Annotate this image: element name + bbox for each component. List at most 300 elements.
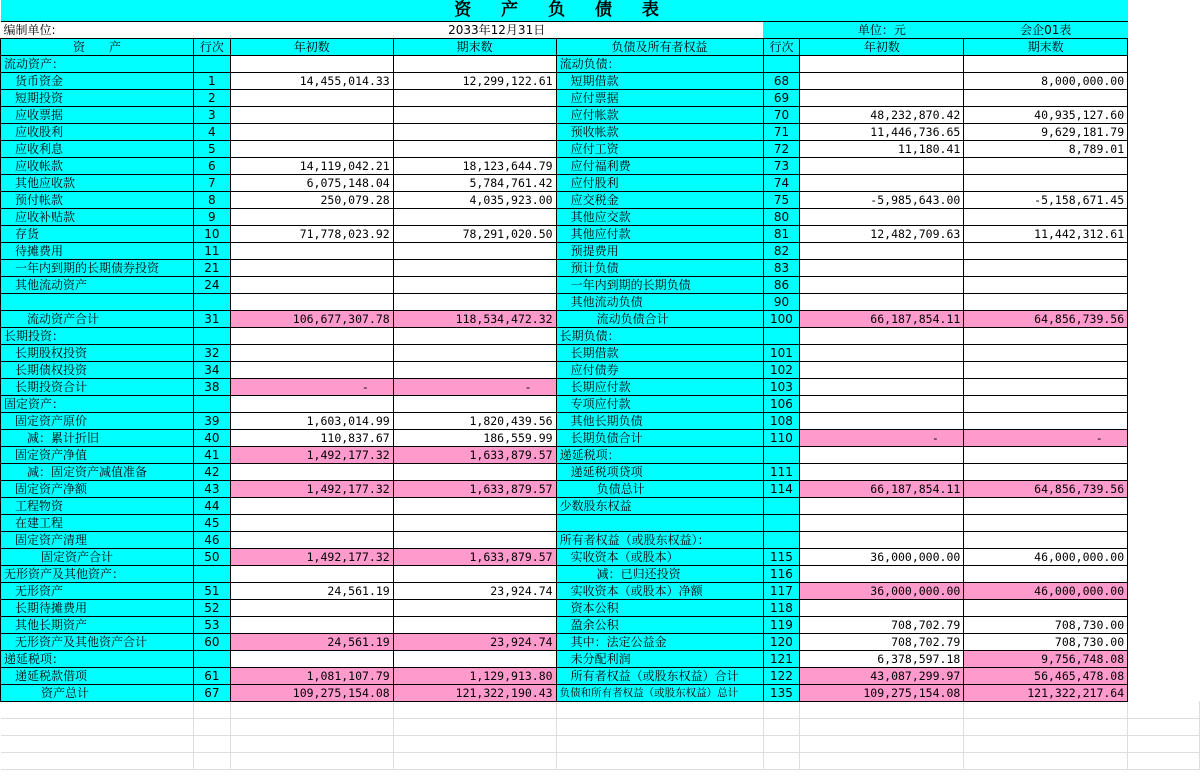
empty-cell[interactable] bbox=[1128, 157, 1200, 174]
empty-cell[interactable] bbox=[1128, 123, 1200, 140]
liability-row-no-cell[interactable]: 82 bbox=[763, 242, 800, 259]
liability-row-no-cell[interactable]: 86 bbox=[763, 276, 800, 293]
liability-name-cell[interactable]: 未分配利润 bbox=[556, 650, 763, 667]
asset-end-cell[interactable] bbox=[393, 344, 556, 361]
asset-end-cell[interactable] bbox=[393, 395, 556, 412]
asset-name-cell[interactable]: 应收股利 bbox=[1, 123, 194, 140]
asset-end-cell[interactable]: 186,559.99 bbox=[393, 429, 556, 446]
asset-name-cell[interactable]: 应收票据 bbox=[1, 106, 194, 123]
liability-name-cell[interactable]: 实收资本（或股本）净额 bbox=[556, 582, 763, 599]
liability-row-no-cell[interactable]: 90 bbox=[763, 293, 800, 310]
money-unit[interactable]: 单位：元 bbox=[800, 21, 964, 38]
liability-begin-cell[interactable] bbox=[800, 446, 964, 463]
liability-end-cell[interactable]: - bbox=[964, 429, 1128, 446]
asset-end-cell[interactable] bbox=[393, 106, 556, 123]
asset-begin-cell[interactable] bbox=[230, 565, 393, 582]
liability-begin-cell[interactable] bbox=[800, 378, 964, 395]
empty-cell[interactable] bbox=[1128, 378, 1200, 395]
asset-name-cell[interactable]: 递延税项： bbox=[1, 650, 194, 667]
asset-row-no-cell[interactable]: 44 bbox=[193, 497, 230, 514]
report-date[interactable]: 2033年12月31日 bbox=[230, 21, 763, 38]
liability-name-cell[interactable]: 负债和所有者权益（或股东权益）总计 bbox=[556, 684, 763, 701]
liability-begin-cell[interactable]: 6,378,597.18 bbox=[800, 650, 964, 667]
liability-row-no-cell[interactable]: 70 bbox=[763, 106, 800, 123]
asset-name-cell[interactable]: 递延税款借项 bbox=[1, 667, 194, 684]
liability-begin-cell[interactable] bbox=[800, 361, 964, 378]
asset-end-cell[interactable]: 18,123,644.79 bbox=[393, 157, 556, 174]
empty-cell[interactable] bbox=[800, 752, 964, 769]
asset-end-cell[interactable]: 5,784,761.42 bbox=[393, 174, 556, 191]
liability-begin-cell[interactable] bbox=[800, 174, 964, 191]
asset-row-no-cell[interactable]: 46 bbox=[193, 531, 230, 548]
asset-name-cell[interactable]: 其他流动资产 bbox=[1, 276, 194, 293]
empty-cell[interactable] bbox=[1128, 293, 1200, 310]
column-header-row_no[interactable]: 行次 bbox=[193, 38, 230, 55]
asset-end-cell[interactable] bbox=[393, 123, 556, 140]
empty-cell[interactable] bbox=[393, 718, 556, 735]
asset-end-cell[interactable]: 12,299,122.61 bbox=[393, 72, 556, 89]
liability-begin-cell[interactable] bbox=[800, 344, 964, 361]
liability-begin-cell[interactable] bbox=[800, 531, 964, 548]
liability-begin-cell[interactable] bbox=[800, 327, 964, 344]
liability-row-no-cell[interactable]: 81 bbox=[763, 225, 800, 242]
asset-row-no-cell[interactable]: 34 bbox=[193, 361, 230, 378]
column-header-row_no2[interactable]: 行次 bbox=[763, 38, 800, 55]
liability-end-cell[interactable]: 46,000,000.00 bbox=[964, 582, 1128, 599]
empty-cell[interactable] bbox=[1128, 259, 1200, 276]
empty-cell[interactable] bbox=[1128, 38, 1200, 55]
asset-end-cell[interactable] bbox=[393, 599, 556, 616]
liability-row-no-cell[interactable]: 102 bbox=[763, 361, 800, 378]
liability-row-no-cell[interactable]: 120 bbox=[763, 633, 800, 650]
liability-end-cell[interactable] bbox=[964, 259, 1128, 276]
empty-cell[interactable] bbox=[556, 735, 763, 752]
liability-begin-cell[interactable]: 36,000,000.00 bbox=[800, 582, 964, 599]
asset-row-no-cell[interactable]: 60 bbox=[193, 633, 230, 650]
org-label[interactable]: 编制单位: bbox=[1, 21, 194, 38]
asset-begin-cell[interactable]: 14,119,042.21 bbox=[230, 157, 393, 174]
asset-row-no-cell[interactable]: 53 bbox=[193, 616, 230, 633]
asset-begin-cell[interactable]: 106,677,307.78 bbox=[230, 310, 393, 327]
liability-begin-cell[interactable] bbox=[800, 242, 964, 259]
asset-end-cell[interactable] bbox=[393, 242, 556, 259]
empty-cell[interactable] bbox=[1128, 344, 1200, 361]
asset-row-no-cell[interactable]: 6 bbox=[193, 157, 230, 174]
liability-end-cell[interactable] bbox=[964, 208, 1128, 225]
liability-begin-cell[interactable] bbox=[800, 72, 964, 89]
liability-row-no-cell[interactable]: 80 bbox=[763, 208, 800, 225]
column-header-asset[interactable]: 资 产 bbox=[1, 38, 194, 55]
liability-row-no-cell[interactable]: 121 bbox=[763, 650, 800, 667]
empty-cell[interactable] bbox=[964, 752, 1128, 769]
liability-row-no-cell[interactable]: 119 bbox=[763, 616, 800, 633]
asset-begin-cell[interactable] bbox=[230, 531, 393, 548]
liability-end-cell[interactable] bbox=[964, 463, 1128, 480]
empty-cell[interactable] bbox=[1128, 395, 1200, 412]
asset-begin-cell[interactable] bbox=[230, 293, 393, 310]
asset-row-no-cell[interactable] bbox=[193, 293, 230, 310]
liability-begin-cell[interactable]: 48,232,870.42 bbox=[800, 106, 964, 123]
asset-end-cell[interactable]: 118,534,472.32 bbox=[393, 310, 556, 327]
empty-cell[interactable] bbox=[1128, 565, 1200, 582]
empty-cell[interactable] bbox=[800, 735, 964, 752]
asset-begin-cell[interactable] bbox=[230, 599, 393, 616]
column-header-liab[interactable]: 负债及所有者权益 bbox=[556, 38, 763, 55]
empty-cell[interactable] bbox=[1128, 514, 1200, 531]
empty-cell[interactable] bbox=[230, 701, 393, 718]
liability-end-cell[interactable] bbox=[964, 327, 1128, 344]
asset-name-cell[interactable] bbox=[1, 293, 194, 310]
empty-cell[interactable] bbox=[1128, 718, 1200, 735]
asset-end-cell[interactable]: 1,633,879.57 bbox=[393, 548, 556, 565]
liability-begin-cell[interactable]: 11,446,736.65 bbox=[800, 123, 964, 140]
asset-end-cell[interactable] bbox=[393, 361, 556, 378]
liability-row-no-cell[interactable]: 73 bbox=[763, 157, 800, 174]
empty-cell[interactable] bbox=[964, 735, 1128, 752]
asset-end-cell[interactable] bbox=[393, 327, 556, 344]
asset-name-cell[interactable]: 固定资产净额 bbox=[1, 480, 194, 497]
liability-name-cell[interactable]: 应付帐款 bbox=[556, 106, 763, 123]
asset-end-cell[interactable] bbox=[393, 616, 556, 633]
empty-cell[interactable] bbox=[1128, 0, 1200, 21]
empty-cell[interactable] bbox=[1128, 701, 1200, 718]
liability-end-cell[interactable]: 708,730.00 bbox=[964, 633, 1128, 650]
asset-name-cell[interactable]: 一年内到期的长期债券投资 bbox=[1, 259, 194, 276]
asset-end-cell[interactable]: 1,820,439.56 bbox=[393, 412, 556, 429]
liability-end-cell[interactable] bbox=[964, 157, 1128, 174]
liability-end-cell[interactable] bbox=[964, 293, 1128, 310]
liability-name-cell[interactable]: 预计负债 bbox=[556, 259, 763, 276]
liability-end-cell[interactable] bbox=[964, 395, 1128, 412]
asset-begin-cell[interactable] bbox=[230, 140, 393, 157]
asset-name-cell[interactable]: 存货 bbox=[1, 225, 194, 242]
liability-begin-cell[interactable] bbox=[800, 599, 964, 616]
liability-row-no-cell[interactable]: 74 bbox=[763, 174, 800, 191]
asset-row-no-cell[interactable]: 67 bbox=[193, 684, 230, 701]
liability-row-no-cell[interactable] bbox=[763, 446, 800, 463]
asset-name-cell[interactable]: 减：累计折旧 bbox=[1, 429, 194, 446]
liability-name-cell[interactable]: 专项应付款 bbox=[556, 395, 763, 412]
asset-row-no-cell[interactable] bbox=[193, 650, 230, 667]
empty-cell[interactable] bbox=[1, 701, 194, 718]
liability-row-no-cell[interactable]: 103 bbox=[763, 378, 800, 395]
liability-begin-cell[interactable] bbox=[800, 514, 964, 531]
empty-cell[interactable] bbox=[193, 752, 230, 769]
liability-name-cell[interactable]: 其他应交款 bbox=[556, 208, 763, 225]
asset-begin-cell[interactable]: 250,079.28 bbox=[230, 191, 393, 208]
liability-name-cell[interactable] bbox=[556, 514, 763, 531]
liability-begin-cell[interactable] bbox=[800, 157, 964, 174]
asset-begin-cell[interactable] bbox=[230, 344, 393, 361]
liability-end-cell[interactable]: 11,442,312.61 bbox=[964, 225, 1128, 242]
empty-cell[interactable] bbox=[393, 752, 556, 769]
liability-row-no-cell[interactable]: 101 bbox=[763, 344, 800, 361]
asset-name-cell[interactable]: 货币资金 bbox=[1, 72, 194, 89]
liability-row-no-cell[interactable]: 122 bbox=[763, 667, 800, 684]
liability-row-no-cell[interactable] bbox=[763, 514, 800, 531]
asset-row-no-cell[interactable]: 51 bbox=[193, 582, 230, 599]
asset-row-no-cell[interactable]: 7 bbox=[193, 174, 230, 191]
asset-end-cell[interactable]: 1,633,879.57 bbox=[393, 480, 556, 497]
asset-begin-cell[interactable] bbox=[230, 208, 393, 225]
asset-row-no-cell[interactable]: 4 bbox=[193, 123, 230, 140]
empty-cell[interactable] bbox=[230, 752, 393, 769]
empty-cell[interactable] bbox=[1128, 55, 1200, 72]
empty-cell[interactable] bbox=[800, 701, 964, 718]
liability-end-cell[interactable]: 708,730.00 bbox=[964, 616, 1128, 633]
empty-cell[interactable] bbox=[1128, 72, 1200, 89]
liability-begin-cell[interactable]: 708,702.79 bbox=[800, 616, 964, 633]
liability-end-cell[interactable]: 121,322,217.64 bbox=[964, 684, 1128, 701]
asset-name-cell[interactable]: 无形资产及其他资产合计 bbox=[1, 633, 194, 650]
liability-end-cell[interactable]: 8,789.01 bbox=[964, 140, 1128, 157]
liability-name-cell[interactable]: 应付股利 bbox=[556, 174, 763, 191]
liability-begin-cell[interactable]: 43,087,299.97 bbox=[800, 667, 964, 684]
liability-row-no-cell[interactable]: 118 bbox=[763, 599, 800, 616]
asset-row-no-cell[interactable]: 3 bbox=[193, 106, 230, 123]
asset-name-cell[interactable]: 固定资产净值 bbox=[1, 446, 194, 463]
asset-row-no-cell[interactable] bbox=[193, 55, 230, 72]
liability-begin-cell[interactable]: - bbox=[800, 429, 964, 446]
asset-begin-cell[interactable] bbox=[230, 89, 393, 106]
liability-end-cell[interactable] bbox=[964, 514, 1128, 531]
empty-cell[interactable] bbox=[763, 735, 800, 752]
asset-begin-cell[interactable]: 109,275,154.08 bbox=[230, 684, 393, 701]
asset-row-no-cell[interactable]: 2 bbox=[193, 89, 230, 106]
asset-name-cell[interactable]: 预付帐款 bbox=[1, 191, 194, 208]
liability-name-cell[interactable]: 一年内到期的长期负债 bbox=[556, 276, 763, 293]
liability-row-no-cell[interactable] bbox=[763, 55, 800, 72]
empty-cell[interactable] bbox=[1128, 89, 1200, 106]
liability-row-no-cell[interactable]: 69 bbox=[763, 89, 800, 106]
liability-name-cell[interactable]: 实收资本（或股本） bbox=[556, 548, 763, 565]
liability-begin-cell[interactable] bbox=[800, 259, 964, 276]
asset-begin-cell[interactable]: 71,778,023.92 bbox=[230, 225, 393, 242]
asset-begin-cell[interactable] bbox=[230, 123, 393, 140]
empty-cell[interactable] bbox=[763, 752, 800, 769]
empty-cell[interactable] bbox=[556, 752, 763, 769]
asset-name-cell[interactable]: 固定资产： bbox=[1, 395, 194, 412]
asset-begin-cell[interactable] bbox=[230, 327, 393, 344]
asset-begin-cell[interactable]: 1,492,177.32 bbox=[230, 446, 393, 463]
asset-row-no-cell[interactable] bbox=[193, 327, 230, 344]
empty-cell[interactable] bbox=[800, 718, 964, 735]
liability-row-no-cell[interactable]: 111 bbox=[763, 463, 800, 480]
column-header-end[interactable]: 期末数 bbox=[393, 38, 556, 55]
asset-row-no-cell[interactable]: 21 bbox=[193, 259, 230, 276]
liability-name-cell[interactable]: 其他应付款 bbox=[556, 225, 763, 242]
empty-cell[interactable] bbox=[193, 701, 230, 718]
asset-begin-cell[interactable] bbox=[230, 106, 393, 123]
liability-end-cell[interactable]: 56,465,478.08 bbox=[964, 667, 1128, 684]
liability-name-cell[interactable]: 递延税项贷项 bbox=[556, 463, 763, 480]
liability-row-no-cell[interactable]: 100 bbox=[763, 310, 800, 327]
asset-begin-cell[interactable] bbox=[230, 55, 393, 72]
liability-end-cell[interactable] bbox=[964, 378, 1128, 395]
liability-end-cell[interactable] bbox=[964, 446, 1128, 463]
asset-row-no-cell[interactable]: 10 bbox=[193, 225, 230, 242]
liability-name-cell[interactable]: 其他长期负债 bbox=[556, 412, 763, 429]
empty-cell[interactable] bbox=[1128, 191, 1200, 208]
asset-row-no-cell[interactable]: 52 bbox=[193, 599, 230, 616]
asset-name-cell[interactable]: 长期股权投资 bbox=[1, 344, 194, 361]
asset-row-no-cell[interactable] bbox=[193, 395, 230, 412]
empty-cell[interactable] bbox=[1128, 242, 1200, 259]
liability-name-cell[interactable]: 少数股东权益 bbox=[556, 497, 763, 514]
asset-row-no-cell[interactable]: 31 bbox=[193, 310, 230, 327]
asset-name-cell[interactable]: 应收利息 bbox=[1, 140, 194, 157]
empty-cell[interactable] bbox=[1128, 140, 1200, 157]
empty-cell[interactable] bbox=[1128, 667, 1200, 684]
liability-begin-cell[interactable]: 66,187,854.11 bbox=[800, 480, 964, 497]
asset-name-cell[interactable]: 长期投资： bbox=[1, 327, 194, 344]
asset-end-cell[interactable] bbox=[393, 463, 556, 480]
form-number[interactable]: 会企01表 bbox=[964, 21, 1128, 38]
asset-name-cell[interactable]: 长期债权投资 bbox=[1, 361, 194, 378]
asset-end-cell[interactable] bbox=[393, 650, 556, 667]
empty-cell[interactable] bbox=[1128, 208, 1200, 225]
column-header-begin2[interactable]: 年初数 bbox=[800, 38, 964, 55]
empty-cell[interactable] bbox=[763, 701, 800, 718]
asset-name-cell[interactable]: 长期待摊费用 bbox=[1, 599, 194, 616]
liability-name-cell[interactable]: 预提费用 bbox=[556, 242, 763, 259]
asset-name-cell[interactable]: 流动资产合计 bbox=[1, 310, 194, 327]
asset-begin-cell[interactable] bbox=[230, 276, 393, 293]
liability-end-cell[interactable]: 64,856,739.56 bbox=[964, 480, 1128, 497]
asset-begin-cell[interactable] bbox=[230, 616, 393, 633]
asset-begin-cell[interactable]: 1,492,177.32 bbox=[230, 548, 393, 565]
asset-row-no-cell[interactable]: 11 bbox=[193, 242, 230, 259]
liability-row-no-cell[interactable]: 71 bbox=[763, 123, 800, 140]
liability-row-no-cell[interactable]: 106 bbox=[763, 395, 800, 412]
liability-name-cell[interactable]: 所有者权益（或股东权益）： bbox=[556, 531, 763, 548]
empty-cell[interactable] bbox=[1128, 650, 1200, 667]
asset-name-cell[interactable]: 其他应收款 bbox=[1, 174, 194, 191]
asset-name-cell[interactable]: 固定资产原价 bbox=[1, 412, 194, 429]
liability-begin-cell[interactable]: 708,702.79 bbox=[800, 633, 964, 650]
liability-row-no-cell[interactable] bbox=[763, 327, 800, 344]
asset-begin-cell[interactable]: 24,561.19 bbox=[230, 633, 393, 650]
liability-end-cell[interactable] bbox=[964, 174, 1128, 191]
liability-begin-cell[interactable] bbox=[800, 463, 964, 480]
asset-row-no-cell[interactable]: 42 bbox=[193, 463, 230, 480]
empty-cell[interactable] bbox=[556, 701, 763, 718]
sheet-title[interactable]: 资 产 负 债 表 bbox=[1, 0, 1128, 21]
empty-cell[interactable] bbox=[1128, 684, 1200, 701]
asset-end-cell[interactable]: 78,291,020.50 bbox=[393, 225, 556, 242]
asset-name-cell[interactable]: 固定资产合计 bbox=[1, 548, 194, 565]
empty-cell[interactable] bbox=[1128, 106, 1200, 123]
column-header-begin[interactable]: 年初数 bbox=[230, 38, 393, 55]
asset-row-no-cell[interactable]: 50 bbox=[193, 548, 230, 565]
liability-begin-cell[interactable]: 12,482,709.63 bbox=[800, 225, 964, 242]
empty-cell[interactable] bbox=[1128, 174, 1200, 191]
asset-row-no-cell[interactable]: 9 bbox=[193, 208, 230, 225]
liability-begin-cell[interactable]: 109,275,154.08 bbox=[800, 684, 964, 701]
asset-begin-cell[interactable] bbox=[230, 497, 393, 514]
asset-name-cell[interactable]: 应收帐款 bbox=[1, 157, 194, 174]
empty-cell[interactable] bbox=[1128, 582, 1200, 599]
liability-end-cell[interactable] bbox=[964, 361, 1128, 378]
asset-name-cell[interactable]: 待摊费用 bbox=[1, 242, 194, 259]
asset-begin-cell[interactable]: 1,081,107.79 bbox=[230, 667, 393, 684]
empty-cell[interactable] bbox=[763, 21, 800, 38]
empty-cell[interactable] bbox=[1128, 616, 1200, 633]
asset-end-cell[interactable] bbox=[393, 531, 556, 548]
liability-name-cell[interactable]: 其他流动负债 bbox=[556, 293, 763, 310]
liability-end-cell[interactable] bbox=[964, 599, 1128, 616]
liability-row-no-cell[interactable]: 110 bbox=[763, 429, 800, 446]
asset-row-no-cell[interactable]: 41 bbox=[193, 446, 230, 463]
empty-cell[interactable] bbox=[964, 701, 1128, 718]
empty-cell[interactable] bbox=[1128, 327, 1200, 344]
liability-end-cell[interactable]: 46,000,000.00 bbox=[964, 548, 1128, 565]
liability-begin-cell[interactable] bbox=[800, 565, 964, 582]
column-header-end2[interactable]: 期末数 bbox=[964, 38, 1128, 55]
liability-begin-cell[interactable] bbox=[800, 395, 964, 412]
empty-cell[interactable] bbox=[1128, 225, 1200, 242]
asset-end-cell[interactable]: 4,035,923.00 bbox=[393, 191, 556, 208]
asset-begin-cell[interactable] bbox=[230, 650, 393, 667]
asset-begin-cell[interactable]: 1,492,177.32 bbox=[230, 480, 393, 497]
liability-name-cell[interactable]: 短期借款 bbox=[556, 72, 763, 89]
asset-end-cell[interactable]: 121,322,190.43 bbox=[393, 684, 556, 701]
liability-begin-cell[interactable] bbox=[800, 89, 964, 106]
empty-cell[interactable] bbox=[1, 718, 194, 735]
liability-row-no-cell[interactable]: 75 bbox=[763, 191, 800, 208]
liability-begin-cell[interactable] bbox=[800, 208, 964, 225]
empty-cell[interactable] bbox=[1128, 361, 1200, 378]
liability-end-cell[interactable]: 8,000,000.00 bbox=[964, 72, 1128, 89]
asset-row-no-cell[interactable]: 5 bbox=[193, 140, 230, 157]
asset-begin-cell[interactable]: 24,561.19 bbox=[230, 582, 393, 599]
asset-end-cell[interactable] bbox=[393, 55, 556, 72]
asset-row-no-cell[interactable]: 43 bbox=[193, 480, 230, 497]
liability-begin-cell[interactable] bbox=[800, 55, 964, 72]
liability-end-cell[interactable] bbox=[964, 412, 1128, 429]
asset-begin-cell[interactable] bbox=[230, 514, 393, 531]
asset-name-cell[interactable]: 工程物资 bbox=[1, 497, 194, 514]
liability-begin-cell[interactable] bbox=[800, 276, 964, 293]
asset-name-cell[interactable]: 减：固定资产减值准备 bbox=[1, 463, 194, 480]
asset-name-cell[interactable]: 固定资产清理 bbox=[1, 531, 194, 548]
empty-cell[interactable] bbox=[393, 735, 556, 752]
liability-end-cell[interactable]: 9,756,748.08 bbox=[964, 650, 1128, 667]
empty-cell[interactable] bbox=[1128, 735, 1200, 752]
empty-cell[interactable] bbox=[193, 718, 230, 735]
asset-name-cell[interactable]: 长期投资合计 bbox=[1, 378, 194, 395]
empty-cell[interactable] bbox=[1128, 548, 1200, 565]
empty-cell[interactable] bbox=[1128, 429, 1200, 446]
asset-name-cell[interactable]: 无形资产 bbox=[1, 582, 194, 599]
empty-cell[interactable] bbox=[556, 718, 763, 735]
liability-name-cell[interactable]: 应付福利费 bbox=[556, 157, 763, 174]
empty-cell[interactable] bbox=[1128, 480, 1200, 497]
asset-name-cell[interactable]: 流动资产： bbox=[1, 55, 194, 72]
liability-name-cell[interactable]: 长期负债合计 bbox=[556, 429, 763, 446]
liability-name-cell[interactable]: 其中：法定公益金 bbox=[556, 633, 763, 650]
liability-name-cell[interactable]: 资本公积 bbox=[556, 599, 763, 616]
liability-name-cell[interactable]: 长期负债： bbox=[556, 327, 763, 344]
asset-row-no-cell[interactable]: 61 bbox=[193, 667, 230, 684]
liability-name-cell[interactable]: 应付债券 bbox=[556, 361, 763, 378]
asset-end-cell[interactable] bbox=[393, 276, 556, 293]
asset-row-no-cell[interactable]: 8 bbox=[193, 191, 230, 208]
liability-row-no-cell[interactable]: 108 bbox=[763, 412, 800, 429]
asset-begin-cell[interactable] bbox=[230, 361, 393, 378]
empty-cell[interactable] bbox=[1128, 463, 1200, 480]
liability-begin-cell[interactable]: -5,985,643.00 bbox=[800, 191, 964, 208]
